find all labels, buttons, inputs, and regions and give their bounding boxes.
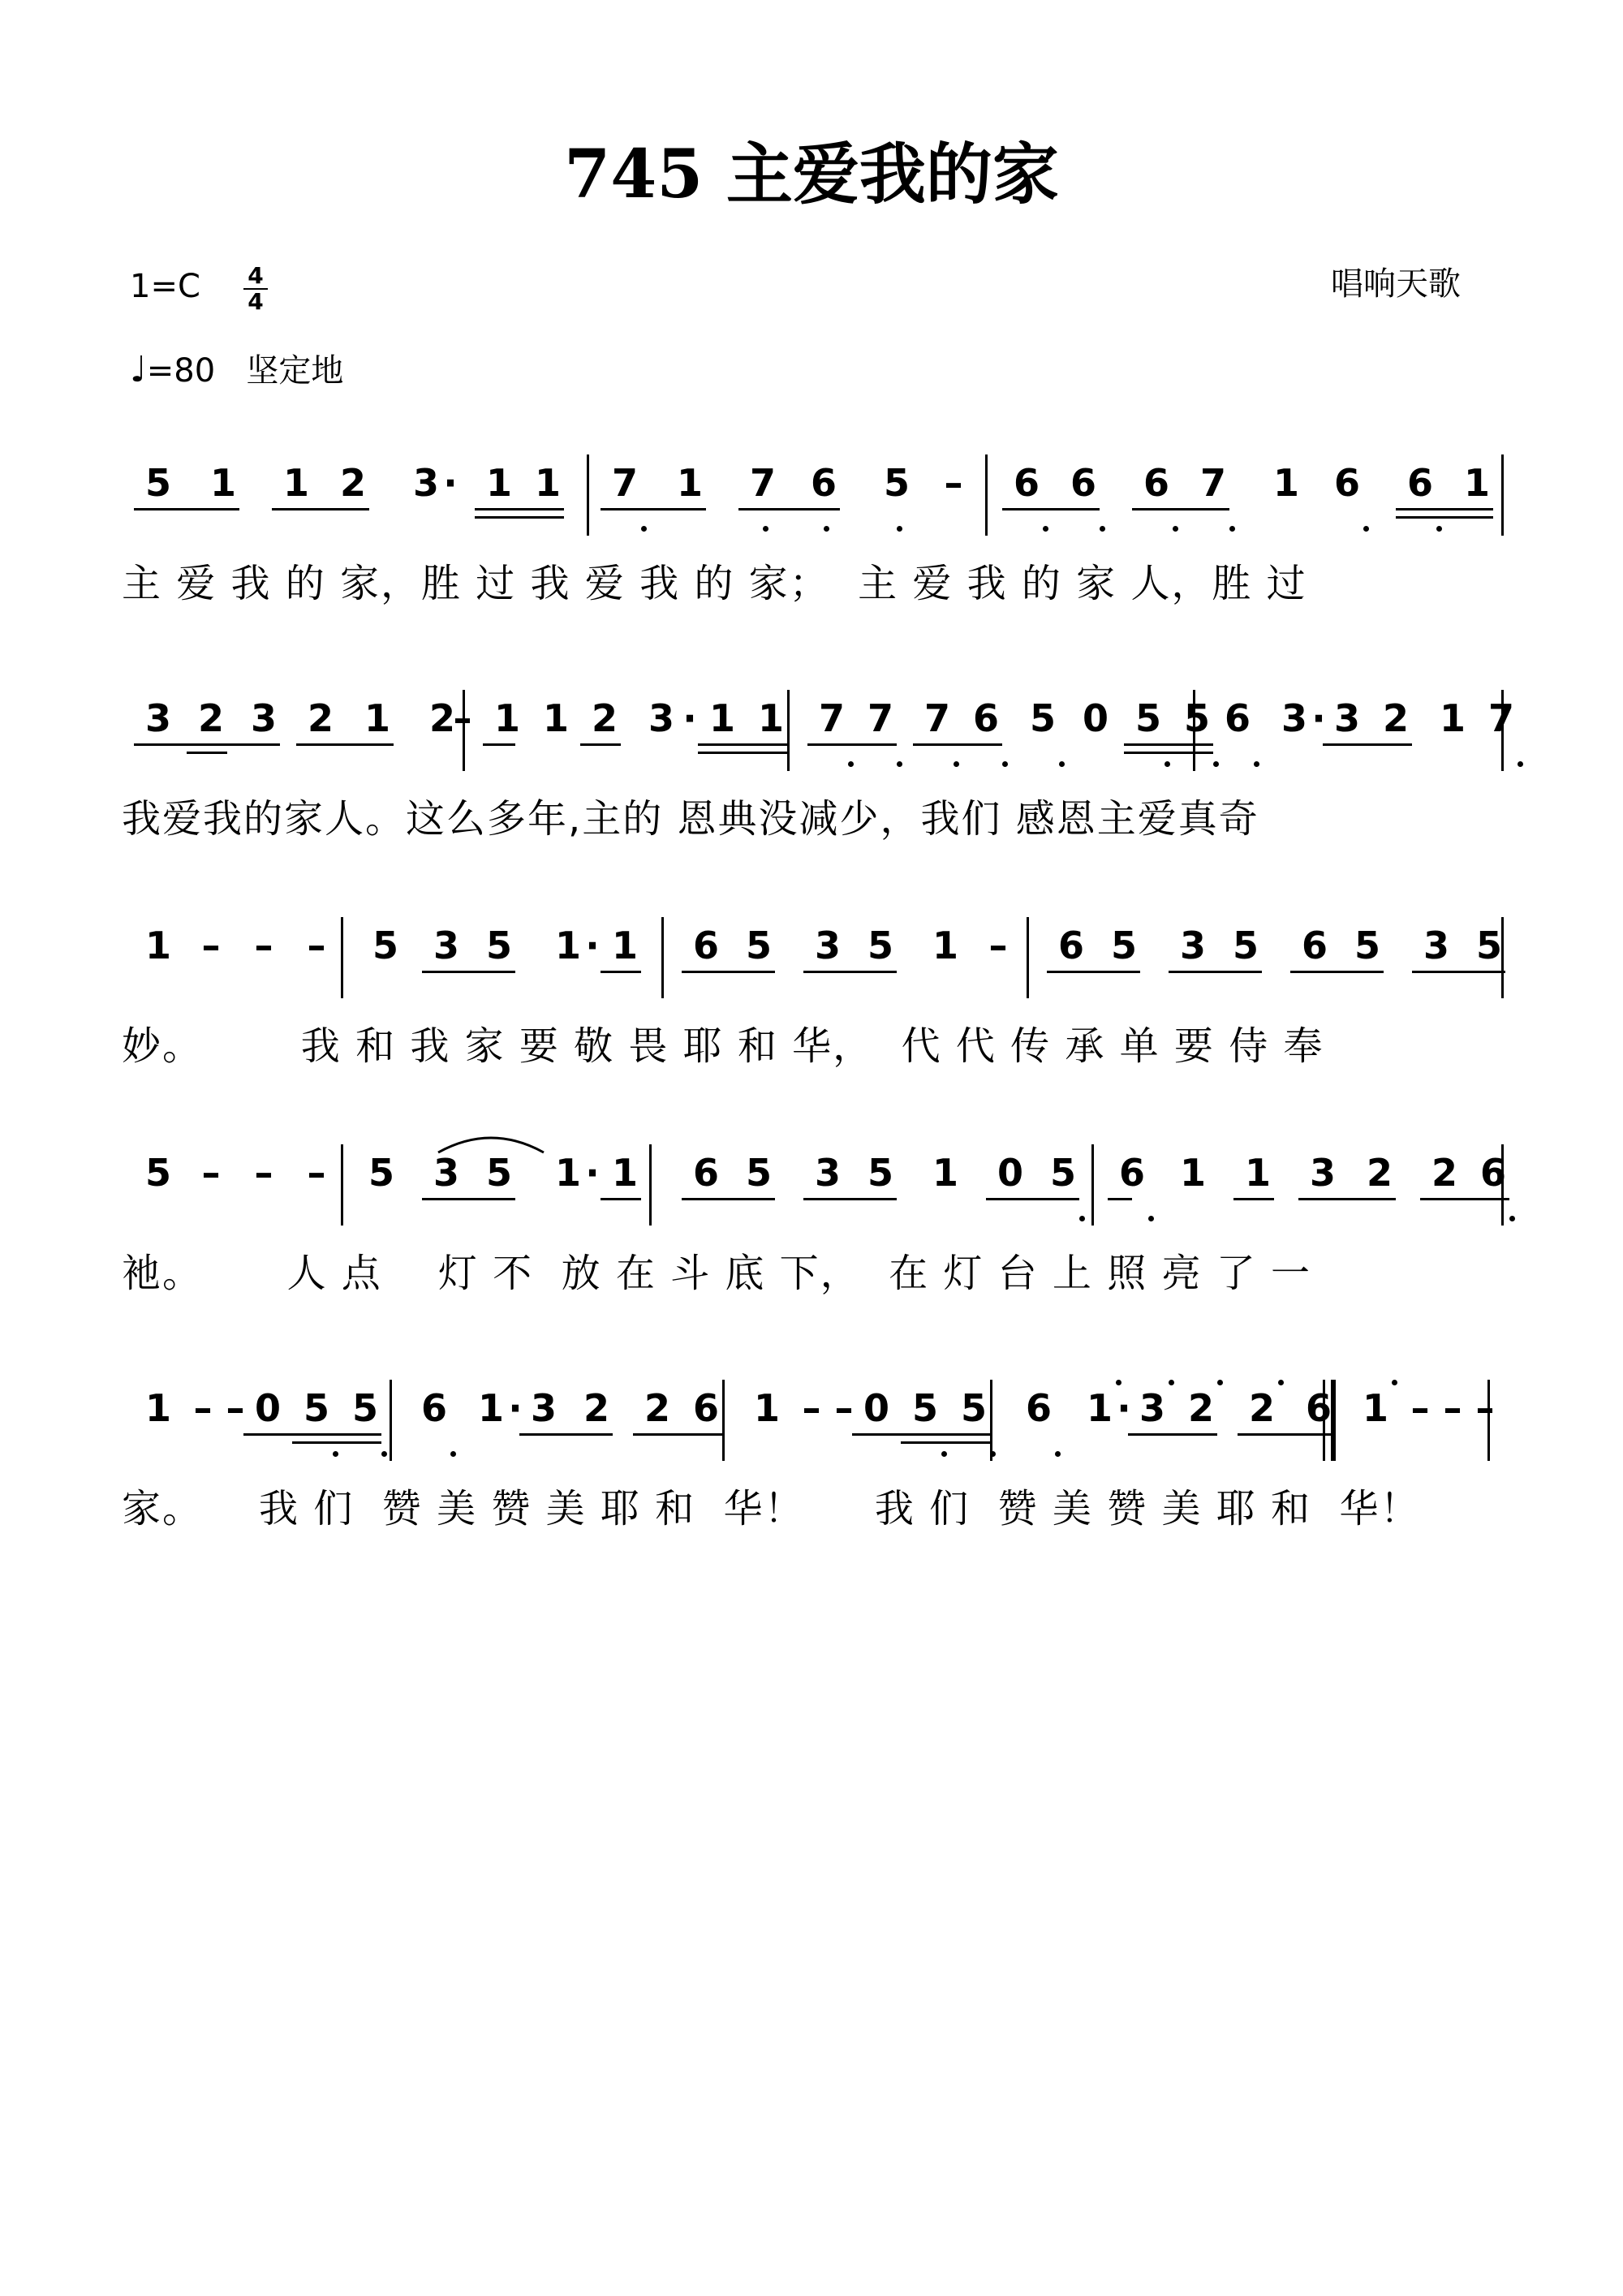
note: 1 (1244, 1151, 1271, 1195)
beam-underline (134, 743, 280, 746)
beam-underline (601, 508, 706, 510)
octave-dot (848, 761, 854, 767)
note: 3 (530, 1386, 557, 1430)
beam-underline (1396, 516, 1493, 519)
note: 1 (611, 924, 638, 967)
note: 1 (554, 1151, 581, 1195)
lyrics-line: 主 爱 我 的 家，胜 过 我 爱 我 的 家； 主 爱 我 的 家 人，胜 过 (122, 561, 1307, 606)
bar-line (1091, 1144, 1094, 1226)
notation-line (122, 454, 1518, 536)
note: 2 (591, 696, 618, 740)
note: 1 (209, 461, 236, 505)
bar-line (341, 917, 343, 998)
note: 3 (1423, 924, 1449, 967)
note: 3 (250, 696, 277, 740)
note: 1 (534, 461, 561, 505)
beam-underline (475, 508, 564, 510)
note: 3 (1309, 1151, 1336, 1195)
note: 3 (1333, 696, 1360, 740)
octave-dot (1254, 761, 1259, 767)
score-row (122, 1144, 1518, 1296)
note: 3 (814, 924, 841, 967)
beam-underline (986, 1198, 1079, 1200)
note: 2 (1366, 1151, 1393, 1195)
note: 1 (708, 696, 735, 740)
octave-dot (1165, 761, 1170, 767)
beam-underline (807, 743, 897, 746)
note: 1 (1179, 1151, 1206, 1195)
beam-underline (803, 1198, 897, 1200)
note: 3 (1281, 696, 1307, 740)
beam-underline (601, 1198, 641, 1200)
octave-dot (1100, 526, 1105, 532)
tempo-expression: 坚定地 (246, 352, 344, 390)
note: 2 (1431, 1151, 1457, 1195)
note: · (1117, 1386, 1131, 1430)
note: – (193, 1386, 213, 1430)
octave-dot (1229, 526, 1235, 532)
tempo-value: =80 (146, 352, 216, 390)
note: · (508, 1386, 523, 1430)
note: – (1410, 1386, 1430, 1430)
note: – (802, 1386, 821, 1430)
beam-underline (1420, 1198, 1509, 1200)
note: – (1475, 1386, 1495, 1430)
note: 1 (144, 1386, 171, 1430)
beam-underline (1412, 971, 1505, 973)
note: – (254, 1151, 273, 1195)
note: 3 (433, 924, 459, 967)
octave-dot (897, 526, 902, 532)
octave-dot (1217, 1380, 1223, 1385)
beam-underline (803, 971, 897, 973)
note: 6 (1057, 924, 1084, 967)
note: 3 (1179, 924, 1206, 967)
beam-underline (682, 971, 775, 973)
beam-underline (633, 1433, 722, 1436)
note: 3 (814, 1151, 841, 1195)
song-title: 745 主爱我的家 (564, 136, 1059, 213)
note: 5 (1354, 924, 1380, 967)
note: 6 (1143, 461, 1169, 505)
bar-line (649, 1144, 652, 1226)
notation-line (122, 1144, 1518, 1226)
beam-underline (134, 508, 239, 510)
beam-underline (1238, 1433, 1335, 1436)
note: – (834, 1386, 854, 1430)
note: 5 (144, 1151, 171, 1195)
note: 6 (1025, 1386, 1052, 1430)
note: – (453, 696, 472, 740)
note: 5 (372, 924, 398, 967)
note: 5 (745, 924, 772, 967)
note: 3 (144, 696, 171, 740)
note: 5 (303, 1386, 329, 1430)
time-signature-numerator: 4 (248, 262, 264, 289)
note: 2 (428, 696, 455, 740)
note: 5 (1134, 696, 1161, 740)
note: 5 (485, 1151, 512, 1195)
note: 5 (867, 924, 893, 967)
note: – (226, 1386, 245, 1430)
note: 6 (420, 1386, 447, 1430)
beam-underline (698, 743, 787, 746)
octave-dot (641, 526, 647, 532)
octave-dot (1116, 1380, 1121, 1385)
score-row (122, 454, 1518, 606)
beam-underline (1124, 752, 1213, 754)
note: 1 (493, 696, 520, 740)
note: 2 (1187, 1386, 1214, 1430)
note: 5 (1049, 1151, 1076, 1195)
note: 0 (254, 1386, 281, 1430)
octave-dot (824, 526, 829, 532)
notation-line (122, 917, 1518, 998)
notation-line (122, 690, 1518, 771)
bar-line (985, 454, 988, 536)
note: 2 (1382, 696, 1409, 740)
octave-dot (450, 1451, 456, 1457)
quarter-note-icon: ♩ (130, 349, 147, 390)
tempo-marking (130, 345, 343, 391)
note: – (201, 924, 221, 967)
note: 0 (997, 1151, 1023, 1195)
note: 1 (542, 696, 569, 740)
octave-dot (1363, 526, 1369, 532)
note: 7 (867, 696, 893, 740)
note: 0 (863, 1386, 889, 1430)
octave-dot (941, 1451, 947, 1457)
beam-underline (1396, 508, 1493, 510)
beam-underline (852, 1433, 990, 1436)
note: 1 (753, 1386, 780, 1430)
octave-dot (897, 761, 902, 767)
bar-line (341, 1144, 343, 1226)
octave-dot (1509, 1216, 1515, 1221)
note: 6 (1479, 1151, 1506, 1195)
note: 6 (1224, 696, 1251, 740)
beam-underline (475, 516, 564, 519)
octave-dot (1436, 526, 1442, 532)
note: 5 (1029, 696, 1056, 740)
note: 6 (810, 461, 837, 505)
beam-underline (698, 752, 787, 754)
beam-underline (422, 971, 515, 973)
note: · (585, 924, 600, 967)
bar-line (390, 1380, 392, 1461)
bar-line (587, 454, 589, 536)
beam-underline (292, 1441, 381, 1444)
octave-dot (333, 1451, 338, 1457)
note: 6 (692, 1386, 719, 1430)
note: · (1311, 696, 1326, 740)
note: 5 (911, 1386, 938, 1430)
note: 6 (1406, 461, 1433, 505)
slur (434, 1130, 548, 1154)
time-signature (243, 264, 268, 314)
note: 1 (1439, 696, 1466, 740)
beam-underline (187, 752, 227, 754)
note: 1 (477, 1386, 504, 1430)
beam-underline (422, 1198, 515, 1200)
beam-underline (1233, 1198, 1274, 1200)
lyrics-line: 家。 我 们 赞 美 赞 美 耶 和 华！ 我 们 赞 美 赞 美 耶 和 华！ (122, 1486, 1421, 1531)
note: 5 (351, 1386, 378, 1430)
note: 6 (1118, 1151, 1145, 1195)
beam-underline (1323, 743, 1412, 746)
note: 5 (368, 1151, 394, 1195)
note: 1 (282, 461, 309, 505)
note: 6 (1305, 1386, 1332, 1430)
octave-dot (990, 1451, 996, 1457)
note: 2 (339, 461, 366, 505)
note: – (201, 1151, 221, 1195)
bar-line (1027, 917, 1029, 998)
bar-line (787, 690, 790, 771)
note: 7 (749, 461, 776, 505)
note: 5 (745, 1151, 772, 1195)
octave-dot (1392, 1380, 1397, 1385)
note: · (682, 696, 697, 740)
note: 5 (1232, 924, 1259, 967)
note: 1 (932, 1151, 958, 1195)
bar-line (661, 917, 664, 998)
composer: 唱响天歌 (1331, 265, 1461, 303)
note: 3 (412, 461, 439, 505)
note: 6 (1013, 461, 1040, 505)
beam-underline (913, 743, 1002, 746)
bar-line (990, 1380, 992, 1461)
note: 1 (611, 1151, 638, 1195)
note: 6 (692, 924, 719, 967)
octave-dot (381, 1451, 387, 1457)
note: – (307, 924, 326, 967)
note: 1 (485, 461, 512, 505)
note: 1 (144, 924, 171, 967)
lyrics-line: 妙。 我 和 我 家 要 敬 畏 耶 和 华， 代 代 传 承 单 要 侍 奉 (122, 1023, 1324, 1069)
note: 5 (485, 924, 512, 967)
note: – (1443, 1386, 1462, 1430)
note: 6 (1070, 461, 1096, 505)
note: 7 (818, 696, 845, 740)
note: – (254, 924, 273, 967)
note: 1 (932, 924, 958, 967)
score-row (122, 690, 1518, 842)
note: – (944, 461, 963, 505)
note: 2 (1248, 1386, 1275, 1430)
lyrics-line: 我爱我的家人。这么多年,主的 恩典没减少，我们 感恩主爱真奇 (122, 796, 1259, 842)
note: 2 (583, 1386, 609, 1430)
note: 1 (1463, 461, 1490, 505)
octave-dot (1079, 1216, 1085, 1221)
note: 5 (1183, 696, 1210, 740)
note: 1 (676, 461, 703, 505)
beam-underline (1290, 971, 1384, 973)
octave-dot (1055, 1451, 1061, 1457)
note: 5 (883, 461, 910, 505)
beam-underline (1002, 508, 1100, 510)
bar-line (1501, 454, 1504, 536)
beam-underline (519, 1433, 613, 1436)
note: 5 (144, 461, 171, 505)
beam-underline (601, 971, 641, 973)
note: 6 (1301, 924, 1328, 967)
note: 1 (1086, 1386, 1113, 1430)
note: 3 (1139, 1386, 1165, 1430)
note: 3 (648, 696, 674, 740)
beam-underline (1132, 508, 1229, 510)
beam-underline (483, 743, 515, 746)
octave-dot (1213, 761, 1219, 767)
beam-underline (1124, 743, 1213, 746)
octave-dot (1518, 761, 1523, 767)
note: 6 (972, 696, 999, 740)
note: 1 (757, 696, 784, 740)
beam-underline (580, 743, 621, 746)
octave-dot (954, 761, 959, 767)
bar-line (722, 1380, 725, 1461)
octave-dot (1173, 526, 1178, 532)
beam-underline (738, 508, 840, 510)
beam-underline (272, 508, 369, 510)
beam-underline (1047, 971, 1140, 973)
note: 1 (1272, 461, 1299, 505)
score-row (122, 917, 1518, 1069)
note: – (307, 1151, 326, 1195)
note: 5 (867, 1151, 893, 1195)
octave-dot (1169, 1380, 1174, 1385)
note: 5 (1475, 924, 1502, 967)
score-row (122, 1380, 1518, 1531)
time-signature-denominator: 4 (243, 288, 268, 314)
note: 7 (1487, 696, 1514, 740)
note: 1 (364, 696, 390, 740)
note: 6 (1333, 461, 1360, 505)
beam-underline (243, 1433, 381, 1436)
notation-line (122, 1380, 1518, 1461)
note: 3 (433, 1151, 459, 1195)
note: 7 (1199, 461, 1226, 505)
octave-dot (1043, 526, 1048, 532)
beam-underline (1128, 1433, 1217, 1436)
note: 2 (644, 1386, 670, 1430)
note: 1 (554, 924, 581, 967)
note: · (443, 461, 458, 505)
note: 6 (692, 1151, 719, 1195)
note: 7 (611, 461, 638, 505)
note: 1 (1362, 1386, 1388, 1430)
beam-underline (1108, 1198, 1132, 1200)
note: 5 (960, 1386, 987, 1430)
beam-underline (901, 1441, 990, 1444)
note: – (988, 924, 1008, 967)
lyrics-line: 衪。 人 点 灯 不 放 在 斗 底 下， 在 灯 台 上 照 亮 了 一 (122, 1251, 1311, 1296)
note: 2 (197, 696, 224, 740)
beam-underline (296, 743, 394, 746)
note: 7 (923, 696, 950, 740)
octave-dot (1059, 761, 1065, 767)
octave-dot (1002, 761, 1008, 767)
beam-underline (1298, 1198, 1396, 1200)
octave-dot (1278, 1380, 1284, 1385)
note: · (585, 1151, 600, 1195)
note: 2 (307, 696, 334, 740)
note: 0 (1082, 696, 1109, 740)
key-signature: 1=C (130, 268, 200, 305)
octave-dot (1148, 1216, 1154, 1221)
beam-underline (1169, 971, 1262, 973)
beam-underline (682, 1198, 775, 1200)
note: 5 (1110, 924, 1137, 967)
octave-dot (763, 526, 768, 532)
